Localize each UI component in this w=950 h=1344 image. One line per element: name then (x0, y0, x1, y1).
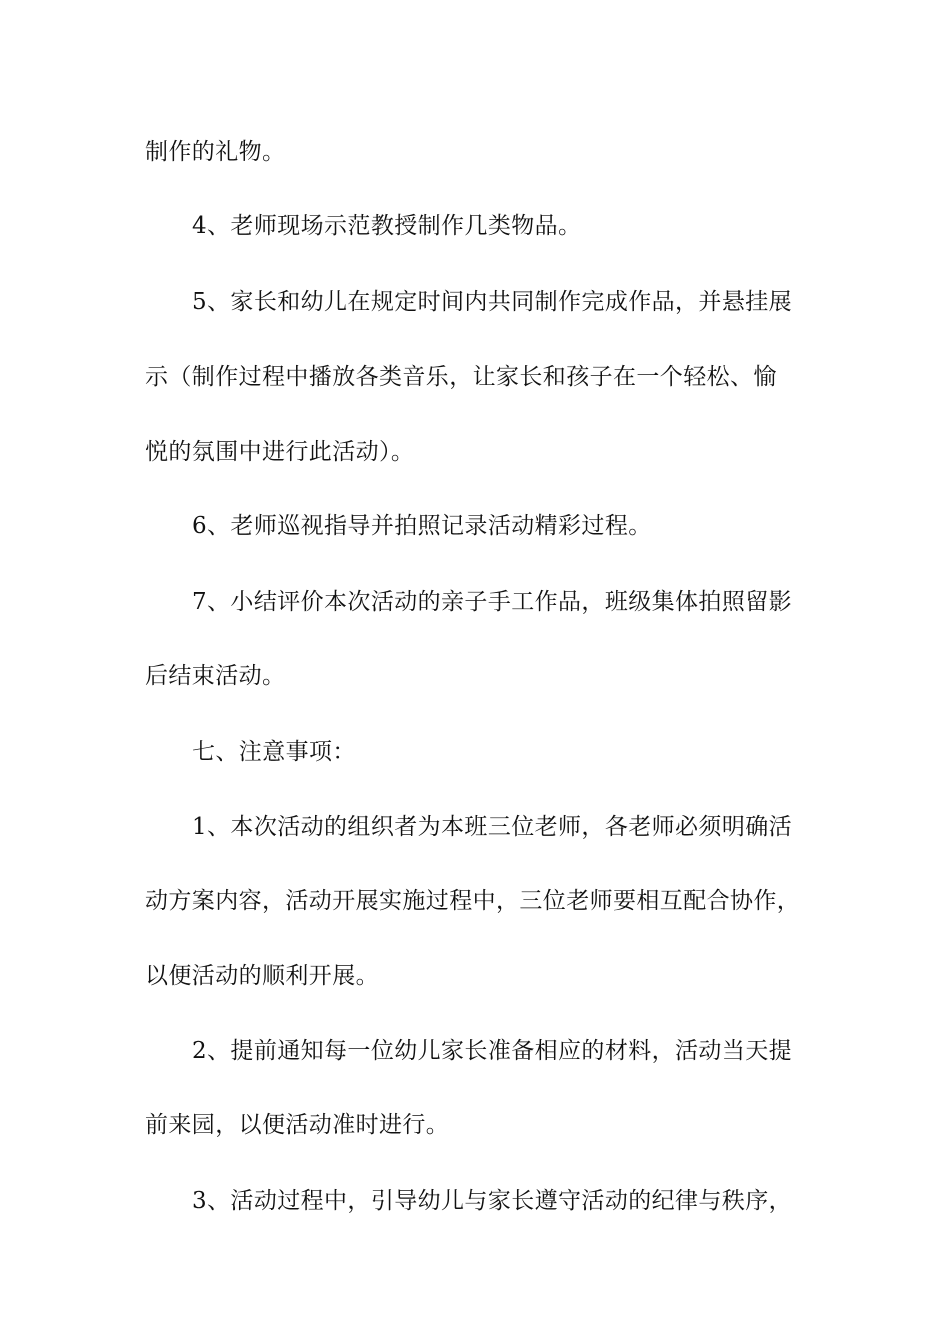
text-line: 动方案内容，活动开展实施过程中，三位老师要相互配合协作， (145, 888, 801, 914)
text-line: 前来园，以便活动准时进行。 (145, 1112, 450, 1138)
text-line: 后结束活动。 (145, 663, 286, 689)
section-heading: 七、注意事项： (192, 739, 356, 765)
list-item-5: 5、家长和幼儿在规定时间内共同制作完成作品，并悬挂展 (192, 289, 793, 315)
text-line: 示（制作过程中播放各类音乐，让家长和孩子在一个轻松、愉 (145, 364, 777, 390)
list-item-6: 6、老师巡视指导并拍照记录活动精彩过程。 (192, 513, 652, 539)
text-line: 以便活动的顺利开展。 (145, 963, 379, 989)
text-line: 悦的氛围中进行此活动）。 (145, 439, 415, 465)
text-line: 制作的礼物。 (145, 139, 286, 165)
list-item-1: 1、本次活动的组织者为本班三位老师，各老师必须明确活 (192, 814, 793, 840)
list-item-4: 4、老师现场示范教授制作几类物品。 (192, 213, 582, 239)
list-item-7: 7、小结评价本次活动的亲子手工作品，班级集体拍照留影 (192, 589, 793, 615)
list-item-2: 2、提前通知每一位幼儿家长准备相应的材料，活动当天提 (192, 1038, 793, 1064)
list-item-3: 3、活动过程中，引导幼儿与家长遵守活动的纪律与秩序， (192, 1188, 793, 1214)
